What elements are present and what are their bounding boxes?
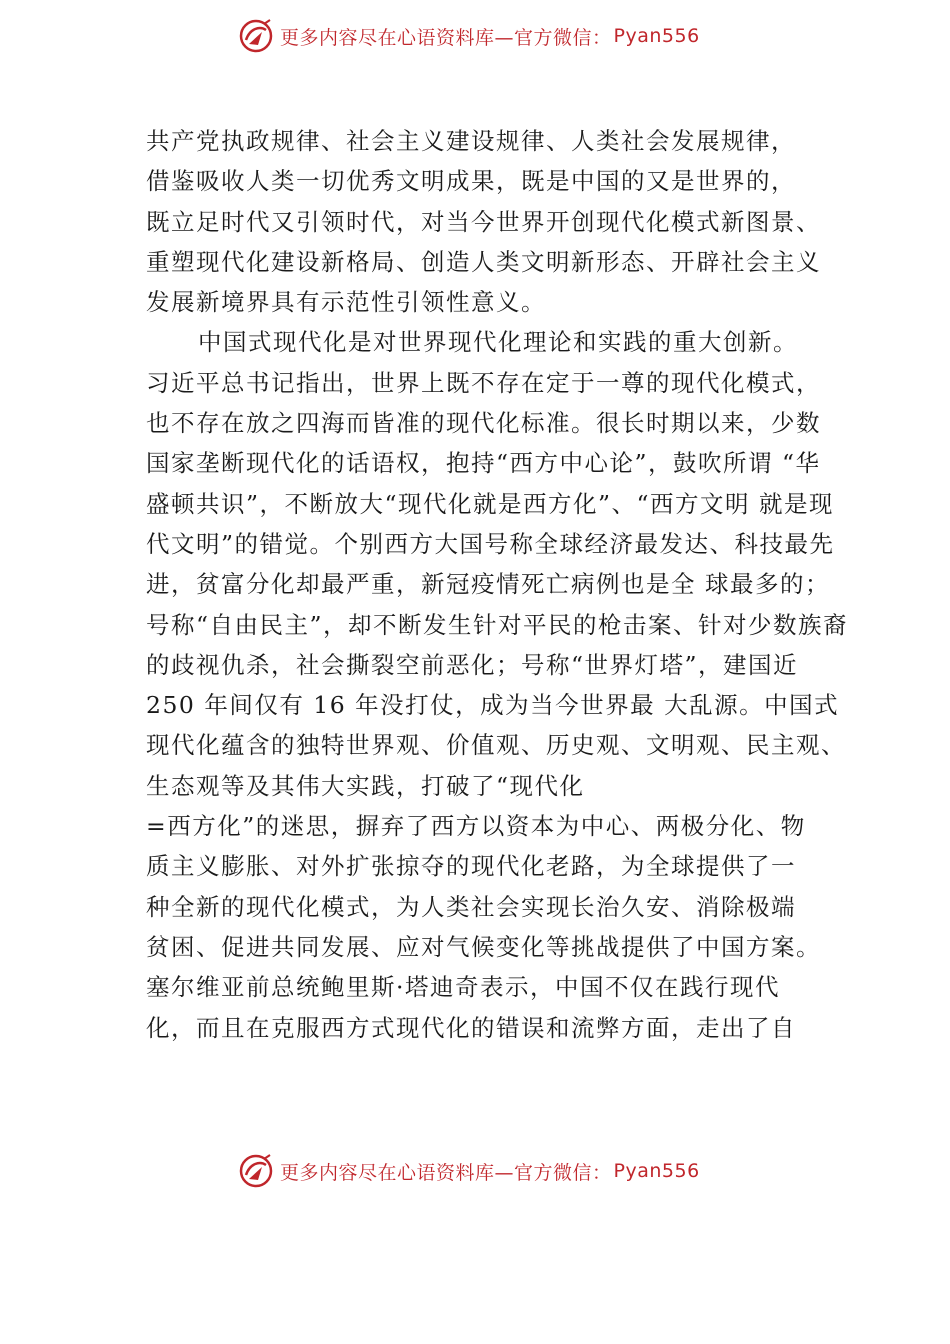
text-line: 贫困、促进共同发展、应对气候变化等挑战提供了中国方案。 [146,932,821,961]
text-line: 进，贫富分化却最严重，新冠疫情死亡病例也是全 球最多的； [146,570,830,599]
text-line: 化，而且在克服西方式现代化的错误和流弊方面，走出了自 [146,1013,796,1042]
text-line: 种全新的现代化模式，为人类社会实现长治久安、消除极端 [146,892,796,921]
header-banner [238,16,758,56]
text-line: 生态观等及其伟大实践，打破了“现代化 [146,771,585,800]
document-body [146,121,849,1048]
text-line: 习近平总书记指出，世界上既不存在定于一尊的现代化模式， [146,368,821,397]
text-line: 借鉴吸收人类一切优秀文明成果，既是中国的又是世界的， [146,167,796,196]
text-line: =西方化”的迷思，摒弃了西方以资本为中心、两极分化、物 [146,812,806,841]
text-line: 既立足时代又引领时代，对当今世界开创现代化模式新图景、 [146,207,821,236]
text-line: 国家垄断现代化的话语权，抱持“西方中心论”，鼓吹所谓 “华 [146,449,821,478]
wechat-id: Pyan556 [613,25,700,47]
text-line: 重塑现代化建设新格局、创造人类文明新形态、开辟社会主义 [146,247,821,276]
text-line: 质主义膨胀、对外扩张掠夺的现代化老路，为全球提供了一 [146,852,796,881]
brand-logo-icon [238,18,274,54]
text-line: 共产党执政规律、社会主义建设规律、人类社会发展规律， [146,127,796,155]
text-line: 发展新境界具有示范性引领性意义。 [146,288,546,317]
footer-banner [238,1151,758,1191]
text-line: 代文明”的错觉。个别西方大国号称全球经济最发达、科技最先 [146,529,835,558]
wechat-id: Pyan556 [613,1160,700,1182]
text-line: 号称“自由民主”，却不断发生针对平民的枪击案、针对少数族裔 [146,610,849,639]
text-line: 塞尔维亚前总统鲍里斯·塔迪奇表示，中国不仅在践行现代 [146,973,780,1002]
text-line: 盛顿共识”，不断放大“现代化就是西方化”、“西方文明 就是现 [146,489,835,518]
banner-text: 更多内容尽在心语资料库—官方微信： [280,26,612,49]
text-line: 250 年间仅有 16 年没打仗，成为当今世界最 大乱源。中国式 [146,691,840,720]
brand-logo-icon [238,1153,274,1189]
text-line: 现代化蕴含的独特世界观、价值观、历史观、文明观、民主观、 [146,731,846,760]
paragraph-lead-line: 中国式现代化是对世界现代化理论和实践的重大创新。 [198,328,798,357]
banner-text: 更多内容尽在心语资料库—官方微信： [280,1161,612,1184]
text-line: 的歧视仇杀，社会撕裂空前恶化；号称“世界灯塔”，建国近 [146,650,799,679]
text-line: 也不存在放之四海而皆准的现代化标准。很长时期以来，少数 [146,409,821,438]
